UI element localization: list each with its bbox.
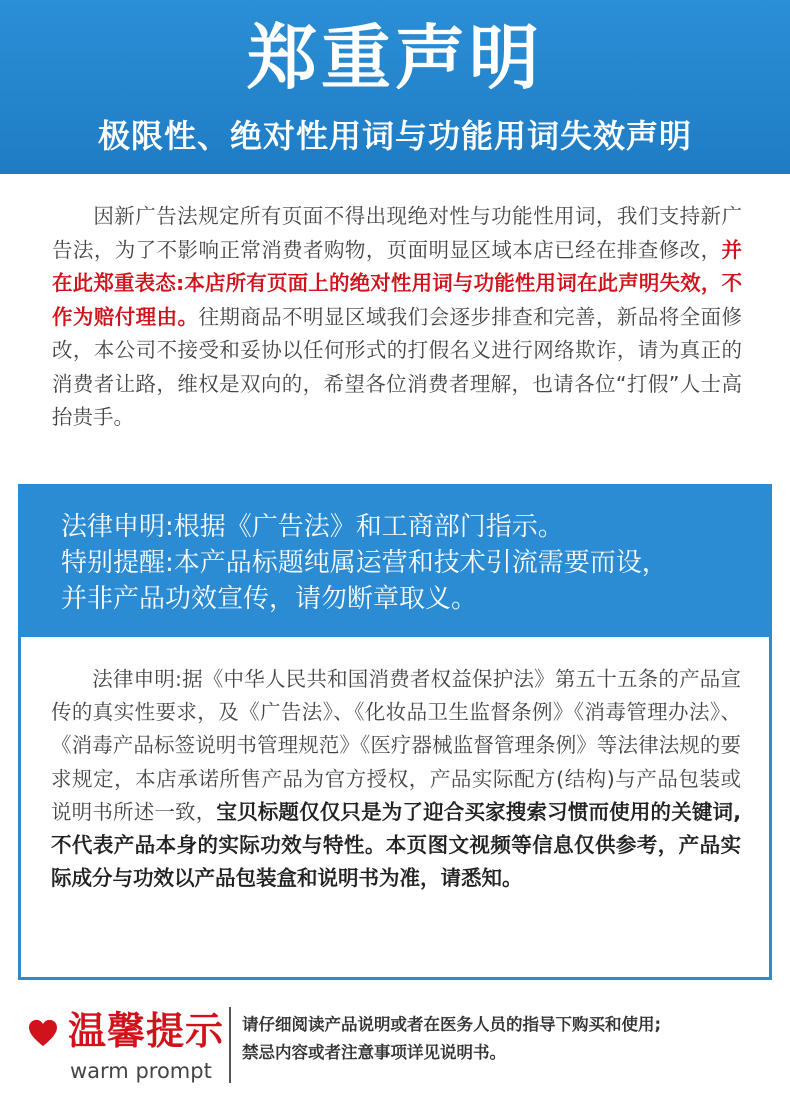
tip-line1: 请仔细阅读产品说明或者在医务人员的指导下购买和使用;: [242, 1015, 662, 1034]
page-subtitle: 极限性、绝对性用词与功能用词失效声明: [97, 117, 692, 155]
page-title: 郑重声明: [247, 17, 543, 99]
legal-header-line3: 并非产品功效宣传，请勿断章取义。: [61, 584, 478, 614]
tip-title: 温馨提示: [68, 1009, 225, 1053]
legal-body-text: 法律申明:据《中华人民共和国消费者权益保护法》第五十五条的产品宣传的真实性要求，及《广告法》、《化妆品卫生监督条例》《消毒管理办法》、《消毒产品标签说明书管理规范》《医疗器械监督管理条例》等法律法规的要求规定，本店承诺所售产品为官方授权，产品实际配方(结构)与产品包装或说明书所述一致，: [51, 667, 741, 824]
intro-text-part1: 因新广告法规定所有页面不得出现绝对性与功能性用词，我们支持新广告法，为了不影响正常消费者购物，页面明显区域本店已经在排查修改，: [52, 204, 742, 262]
intro-text-part2: 往期商品不明显区域我们会逐步排查和完善，新品将全面修改，本公司不接受和妥协以任何形式的打假名义进行网络欺诈，请为真正的消费者让路，维权是双向的，希望各位消费者理解，也请各位“打假”人士高抬贵手。: [52, 304, 742, 429]
legal-header-line2: 特别提醒:本产品标题纯属运营和技术引流需要而设，: [61, 548, 668, 578]
legal-header: [21, 487, 769, 637]
intro-highlight: 并在此郑重表态:本店所有页面上的绝对性用词与功能性用词在此声明失效，不作为赔付理由。: [52, 237, 742, 329]
legal-header-line1: 法律申明:根据《广告法》和工商部门指示。: [61, 512, 564, 542]
intro-paragraph: [52, 200, 742, 435]
legal-body-bold: 宝贝标题仅仅只是为了迎合买家搜索习惯而使用的关键词,不代表产品本身的实际功效与特性。本页图文视频等信息仅供参考，产品实际成分与功效以产品包装盒和说明书为准，请悉知。: [51, 799, 741, 891]
legal-statement-box: [18, 484, 772, 980]
header-banner: [0, 0, 790, 174]
heart-icon: [28, 1019, 58, 1047]
tip-subtitle: warm prompt: [70, 1059, 212, 1083]
warm-prompt-footer: [0, 995, 790, 1118]
tip-text: [242, 1011, 782, 1067]
legal-body: [51, 663, 741, 895]
tip-line2: 禁忌内容或者注意事项详见说明书。: [242, 1043, 506, 1062]
tip-divider: [229, 1007, 231, 1083]
